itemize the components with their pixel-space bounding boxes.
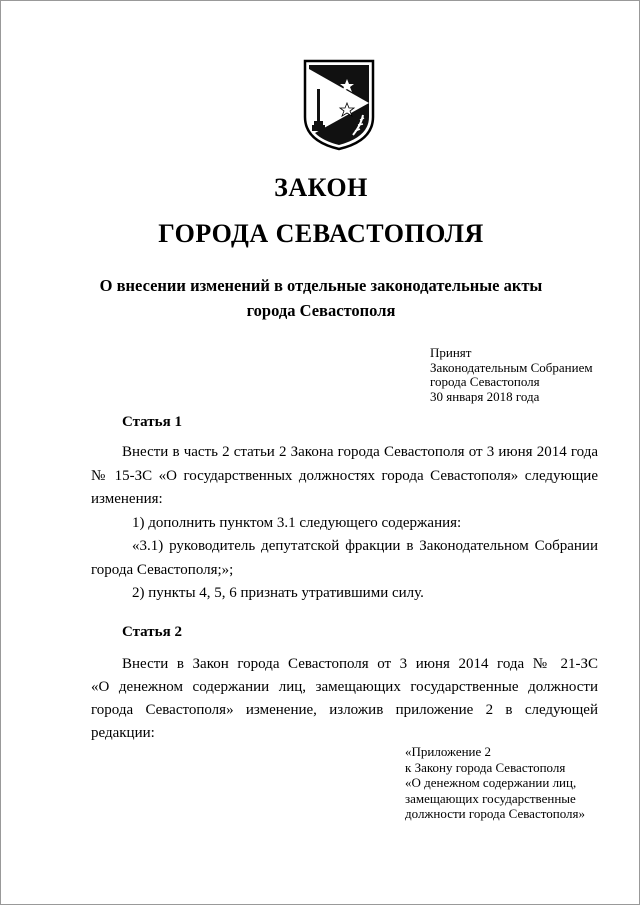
adoption-line: Законодательным Собранием bbox=[430, 359, 593, 375]
adoption-block bbox=[430, 346, 593, 404]
law-title: ЗАКОН bbox=[274, 173, 368, 202]
sevastopol-coat-of-arms bbox=[303, 59, 375, 151]
article-1-line: Внести в часть 2 статьи 2 Закона города Севастополя от 3 июня 2014 года bbox=[122, 444, 598, 460]
article-2-line: «О денежном содержании лиц, замещающих государственные должности bbox=[91, 679, 598, 695]
article-2-line: города Севастополя» изменение, изложив приложение 2 в следующей bbox=[91, 702, 598, 718]
article-1-line: 1) дополнить пунктом 3.1 следующего содержания: bbox=[132, 515, 462, 531]
article-2-heading: Статья 2 bbox=[122, 624, 182, 640]
article-1-line: 2) пункты 4, 5, 6 признать утратившими силу. bbox=[132, 585, 424, 601]
appendix-line: должности города Севастополя» bbox=[405, 806, 585, 821]
appendix-line: замещающих государственные bbox=[405, 790, 576, 806]
article-1-line: города Севастополя;»; bbox=[91, 562, 234, 578]
article-1-line: № 15-ЗС «О государственных должностях города Севастополя» следующие bbox=[91, 468, 598, 484]
appendix-reference bbox=[405, 744, 585, 822]
article-2-line: редакции: bbox=[91, 725, 155, 741]
appendix-line: «О денежном содержании лиц, bbox=[405, 775, 577, 790]
city-title: ГОРОДА СЕВАСТОПОЛЯ bbox=[158, 219, 484, 248]
law-subject-line-2: города Севастополя bbox=[246, 301, 396, 320]
adoption-line: города Севастополя bbox=[430, 374, 540, 389]
article-1-line: изменения: bbox=[91, 491, 163, 507]
article-2-line: Внести в Закон города Севастополя от 3 июня 2014 года № 21-ЗС bbox=[122, 656, 598, 672]
article-1-line: «3.1) руководитель депутатской фракции в Законодательном Собрании bbox=[132, 538, 598, 554]
law-subject-line-1: О внесении изменений в отдельные законодательные акты bbox=[99, 276, 543, 295]
adoption-date: 30 января 2018 года bbox=[430, 388, 540, 404]
appendix-line: «Приложение 2 bbox=[405, 744, 492, 759]
appendix-line: к Закону города Севастополя bbox=[405, 759, 566, 775]
adoption-line: Принят bbox=[430, 345, 472, 360]
article-1-heading: Статья 1 bbox=[122, 414, 182, 430]
